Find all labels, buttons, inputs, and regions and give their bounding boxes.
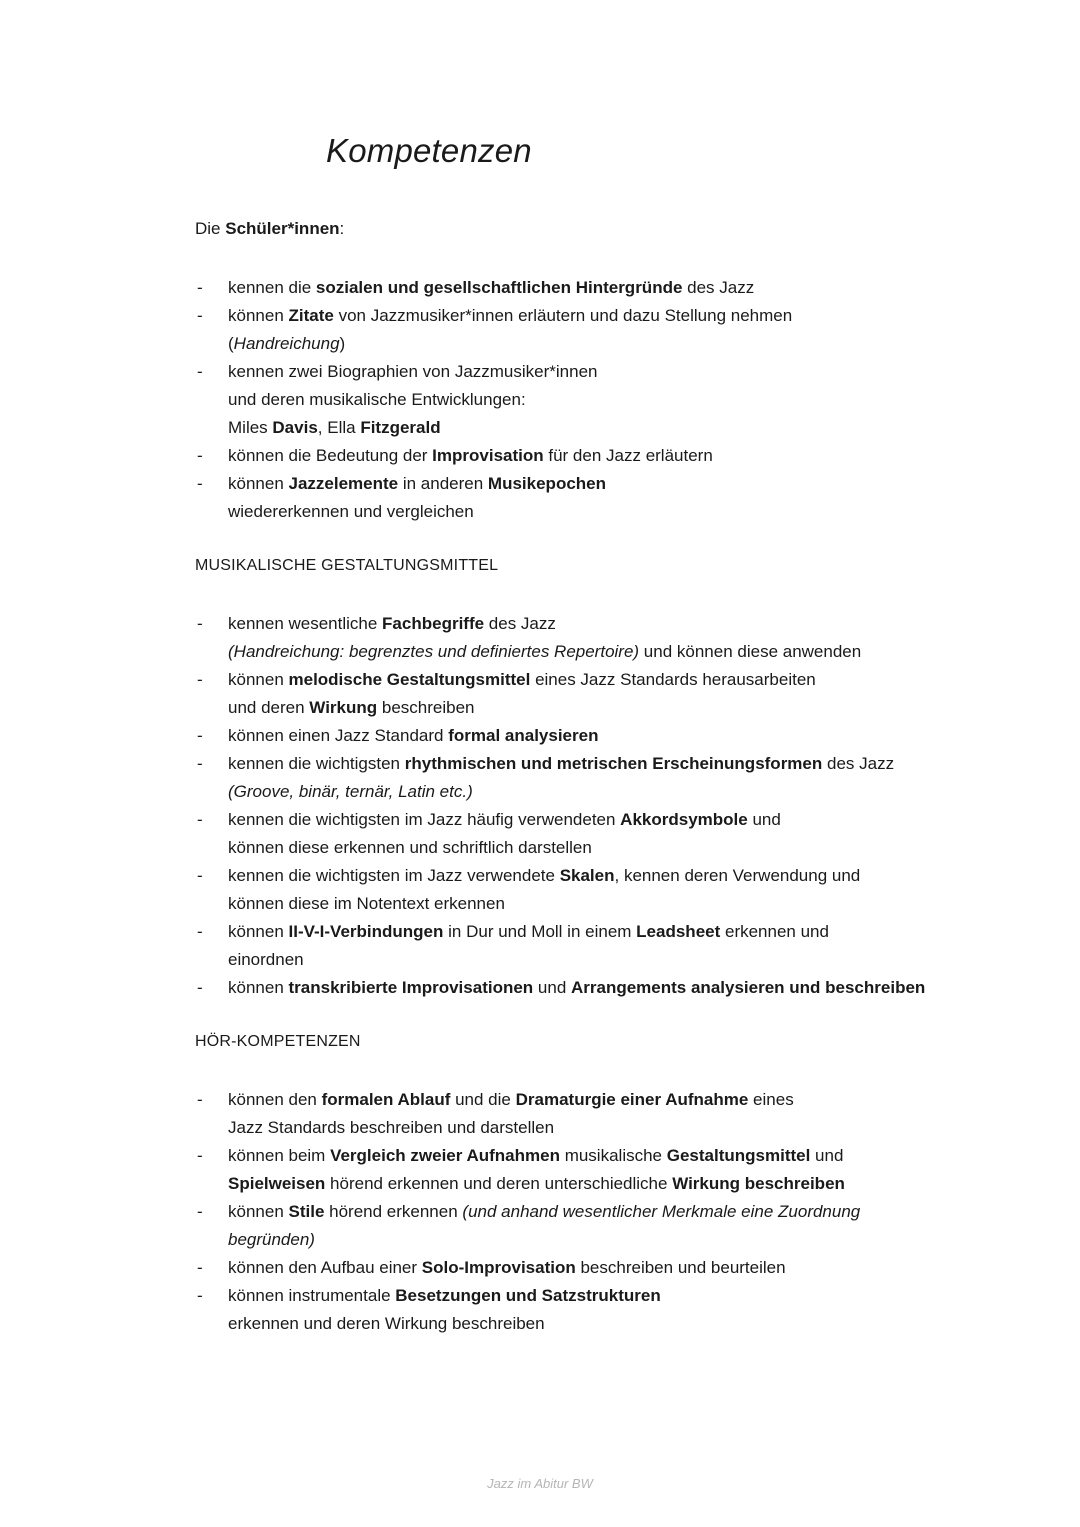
text-segment: Besetzungen und Satzstrukturen (395, 1286, 661, 1305)
text-segment: Jazzelemente (288, 474, 399, 493)
text-segment: Vergleich zweier Aufnahmen (330, 1146, 560, 1165)
text-segment: können die Bedeutung der (228, 446, 433, 465)
text-segment: können instrumentale (228, 1286, 396, 1305)
text-segment: erkennen und deren Wirkung beschreiben (228, 1314, 545, 1333)
list-item (195, 1282, 975, 1310)
competence-list-gestaltungsmittel (195, 610, 975, 1002)
text-segment: II-V-I-Verbindungen (288, 922, 444, 941)
text-segment: des Jazz (822, 754, 895, 773)
text-segment: können (228, 1202, 289, 1221)
list-item (195, 666, 975, 694)
list-item (195, 302, 975, 330)
intro-line (195, 219, 344, 239)
text-segment: Miles (228, 418, 273, 437)
list-item (195, 1198, 975, 1226)
text-segment: und deren musikalische Entwicklungen: (228, 390, 526, 409)
competence-list-general (195, 274, 975, 526)
text-segment: des Jazz (682, 278, 755, 297)
text-segment: können den Aufbau einer (228, 1258, 422, 1277)
list-item (195, 442, 975, 470)
list-item-continuation (195, 890, 975, 918)
text-segment: können (228, 670, 289, 689)
list-item (195, 1142, 975, 1170)
text-segment: Gestaltungsmittel (666, 1146, 811, 1165)
text-segment: erkennen und (720, 922, 829, 941)
text-segment: kennen die wichtigsten im Jazz häufig verwendeten (228, 810, 621, 829)
intro-suffix: : (339, 219, 345, 238)
text-segment: Spielweisen (228, 1174, 326, 1193)
text-segment: kennen die wichtigsten (228, 754, 405, 773)
text-segment: hörend erkennen (324, 1202, 463, 1221)
text-segment: für den Jazz erläutern (543, 446, 713, 465)
text-segment: Wirkung beschreiben (672, 1174, 845, 1193)
text-segment: ( (228, 334, 234, 353)
text-segment: und die (450, 1090, 516, 1109)
text-segment: in anderen (398, 474, 488, 493)
text-segment: des Jazz (484, 614, 556, 633)
text-segment: eines (748, 1090, 794, 1109)
list-item (195, 806, 975, 834)
list-item-continuation (195, 694, 975, 722)
text-segment: einordnen (228, 950, 304, 969)
text-segment: von Jazzmusiker*innen erläutern und dazu Stellung nehmen (333, 306, 793, 325)
text-segment: kennen die (228, 278, 316, 297)
intro-subject: Schüler*innen (225, 219, 340, 238)
text-segment: (Handreichung: begrenztes und definiertes Repertoire) (228, 642, 640, 661)
competence-list-hoer (195, 1086, 975, 1338)
list-item (195, 1254, 975, 1282)
text-segment: können den (228, 1090, 322, 1109)
text-segment: Arrangements analysieren und beschreiben (571, 978, 926, 997)
list-item-continuation (195, 1114, 975, 1142)
list-item (195, 918, 975, 946)
list-item-continuation (195, 834, 975, 862)
text-segment: Musikepochen (487, 474, 607, 493)
list-item-continuation (195, 330, 975, 358)
text-segment: und (747, 810, 781, 829)
list-item-continuation (195, 498, 975, 526)
page-footer: Jazz im Abitur BW (487, 1476, 593, 1491)
text-segment: formal analysieren (448, 726, 599, 745)
text-segment: und deren (228, 698, 310, 717)
intro-prefix: Die (195, 219, 226, 238)
text-segment: Improvisation (432, 446, 544, 465)
text-segment: können beim (228, 1146, 331, 1165)
text-segment: , kennen deren Verwendung und (614, 866, 861, 885)
text-segment: können diese erkennen und schriftlich darstellen (228, 838, 592, 857)
list-item (195, 974, 975, 1002)
text-segment: können (228, 306, 289, 325)
list-item-continuation (195, 638, 975, 666)
section-heading-gestaltungsmittel: MUSIKALISCHE GESTALTUNGSMITTEL (195, 557, 499, 574)
list-item-continuation (195, 778, 975, 806)
list-item (195, 750, 975, 778)
list-item (195, 470, 975, 498)
text-segment: Davis (272, 418, 318, 437)
text-segment: und können diese anwenden (639, 642, 862, 661)
text-segment: ) (339, 334, 346, 353)
text-segment: Fachbegriffe (382, 614, 485, 633)
text-segment: sozialen und gesellschaftlichen Hintergründe (315, 278, 683, 297)
list-item-continuation (195, 1226, 975, 1254)
text-segment: hörend erkennen und deren unterschiedliche (325, 1174, 673, 1193)
text-segment: können diese im Notentext erkennen (228, 894, 505, 913)
text-segment: kennen wesentliche (228, 614, 383, 633)
text-segment: Skalen (559, 866, 615, 885)
list-item (195, 722, 975, 750)
text-segment: (Groove, binär, ternär, Latin etc.) (228, 782, 473, 801)
text-segment: begründen) (228, 1230, 315, 1249)
text-segment: Dramaturgie einer Aufnahme (515, 1090, 749, 1109)
text-segment: Solo-Improvisation (421, 1258, 576, 1277)
text-segment: Handreichung (233, 334, 340, 353)
text-segment: Jazz Standards beschreiben und darstellen (228, 1118, 555, 1137)
list-item (195, 610, 975, 638)
text-segment: Zitate (288, 306, 334, 325)
text-segment: und (810, 1146, 844, 1165)
text-segment: Akkordsymbole (620, 810, 748, 829)
text-segment: können (228, 474, 289, 493)
text-segment: wiedererkennen und vergleichen (228, 502, 474, 521)
text-segment: beschreiben und beurteilen (575, 1258, 786, 1277)
text-segment: in Dur und Moll in einem (443, 922, 637, 941)
text-segment: transkribierte Improvisationen (288, 978, 534, 997)
text-segment: können (228, 978, 289, 997)
text-segment: können einen Jazz Standard (228, 726, 449, 745)
list-item (195, 1086, 975, 1114)
text-segment: Leadsheet (636, 922, 721, 941)
text-segment: kennen zwei Biographien von Jazzmusiker*innen (228, 362, 598, 381)
text-segment: können (228, 922, 289, 941)
text-segment: und (533, 978, 571, 997)
list-item-continuation (195, 1170, 975, 1198)
text-segment: melodische Gestaltungsmittel (288, 670, 531, 689)
list-item-continuation (195, 946, 975, 974)
page-title: Kompetenzen (326, 132, 532, 169)
text-segment: eines Jazz Standards herausarbeiten (530, 670, 816, 689)
text-segment: Wirkung (309, 698, 378, 717)
text-segment: kennen die wichtigsten im Jazz verwendete (228, 866, 560, 885)
list-item-continuation (195, 1310, 975, 1338)
list-item-continuation (195, 386, 975, 414)
list-item (195, 862, 975, 890)
list-item (195, 358, 975, 386)
text-segment: beschreiben (377, 698, 475, 717)
section-heading-hoer-kompetenzen: HÖR-KOMPETENZEN (195, 1033, 361, 1050)
list-item (195, 274, 975, 302)
text-segment: formalen Ablauf (321, 1090, 451, 1109)
text-segment: Fitzgerald (360, 418, 441, 437)
text-segment: rhythmischen und metrischen Erscheinungsformen (404, 754, 823, 773)
text-segment: , Ella (317, 418, 361, 437)
text-segment: musikalische (559, 1146, 667, 1165)
text-segment: (und anhand wesentlicher Merkmale eine Zuordnung (462, 1202, 861, 1221)
list-item-continuation (195, 414, 975, 442)
text-segment: Stile (288, 1202, 325, 1221)
